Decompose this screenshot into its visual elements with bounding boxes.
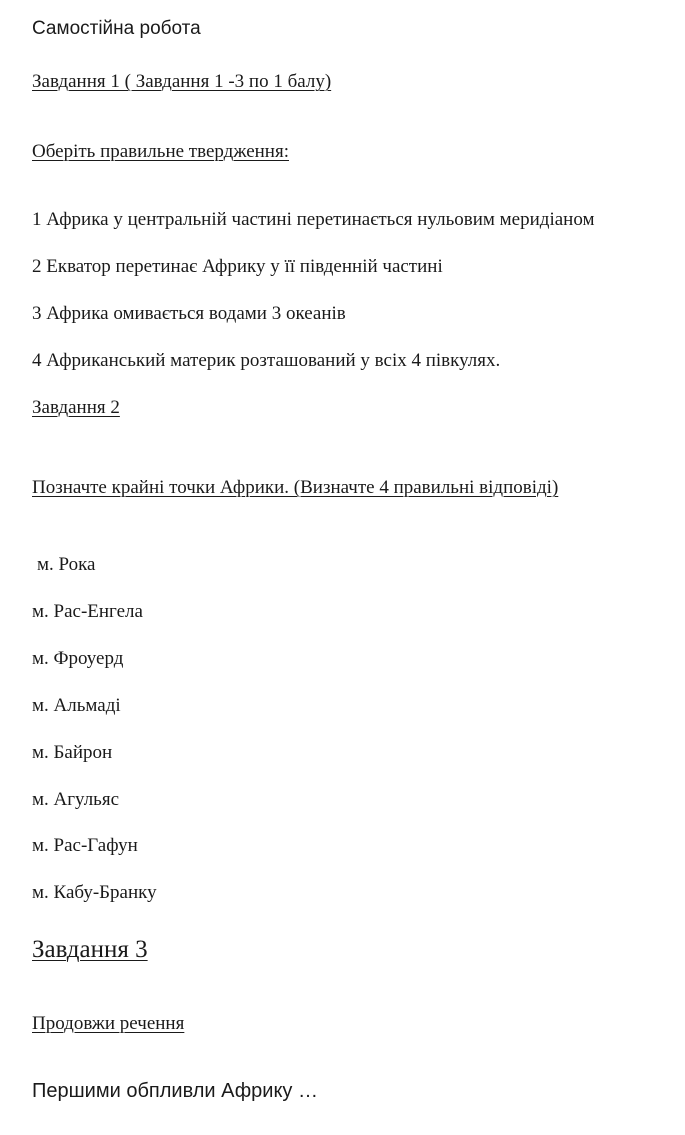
option-5: м. Байрон: [32, 742, 113, 763]
statement-3: 3 Африка омивається водами 3 океанів: [32, 303, 346, 324]
statement-2: 2 Екватор перетинає Африку у її південній частині: [32, 256, 443, 277]
task2-heading: Завдання 2: [32, 397, 120, 418]
task3-sentence: Першими обпливли Африку …: [32, 1080, 318, 1102]
option-2: м. Рас-Енгела: [32, 601, 143, 622]
option-1: м. Рока: [37, 554, 96, 575]
task3-heading: Завдання 3: [32, 936, 148, 963]
page-title: Самостійна робота: [32, 18, 201, 39]
task3-prompt: Продовжи речення: [32, 1013, 185, 1034]
option-8: м. Кабу-Бранку: [32, 882, 157, 903]
statement-1: 1 Африка у центральній частині перетинається нульовим меридіаном: [32, 209, 595, 230]
option-4: м. Альмаді: [32, 695, 121, 716]
statement-4: 4 Африканський материк розташований у всіх 4 півкулях.: [32, 350, 501, 371]
option-6: м. Агульяс: [32, 789, 120, 810]
option-7: м. Рас-Гафун: [32, 835, 138, 856]
task1-prompt: Оберіть правильне твердження:: [32, 141, 289, 162]
task1-heading: Завдання 1 ( Завдання 1 -3 по 1 балу): [32, 71, 332, 92]
task2-prompt: Позначте крайні точки Африки. (Визначте 4 правильні відповіді): [32, 477, 559, 498]
option-3: м. Фроуерд: [32, 648, 124, 669]
